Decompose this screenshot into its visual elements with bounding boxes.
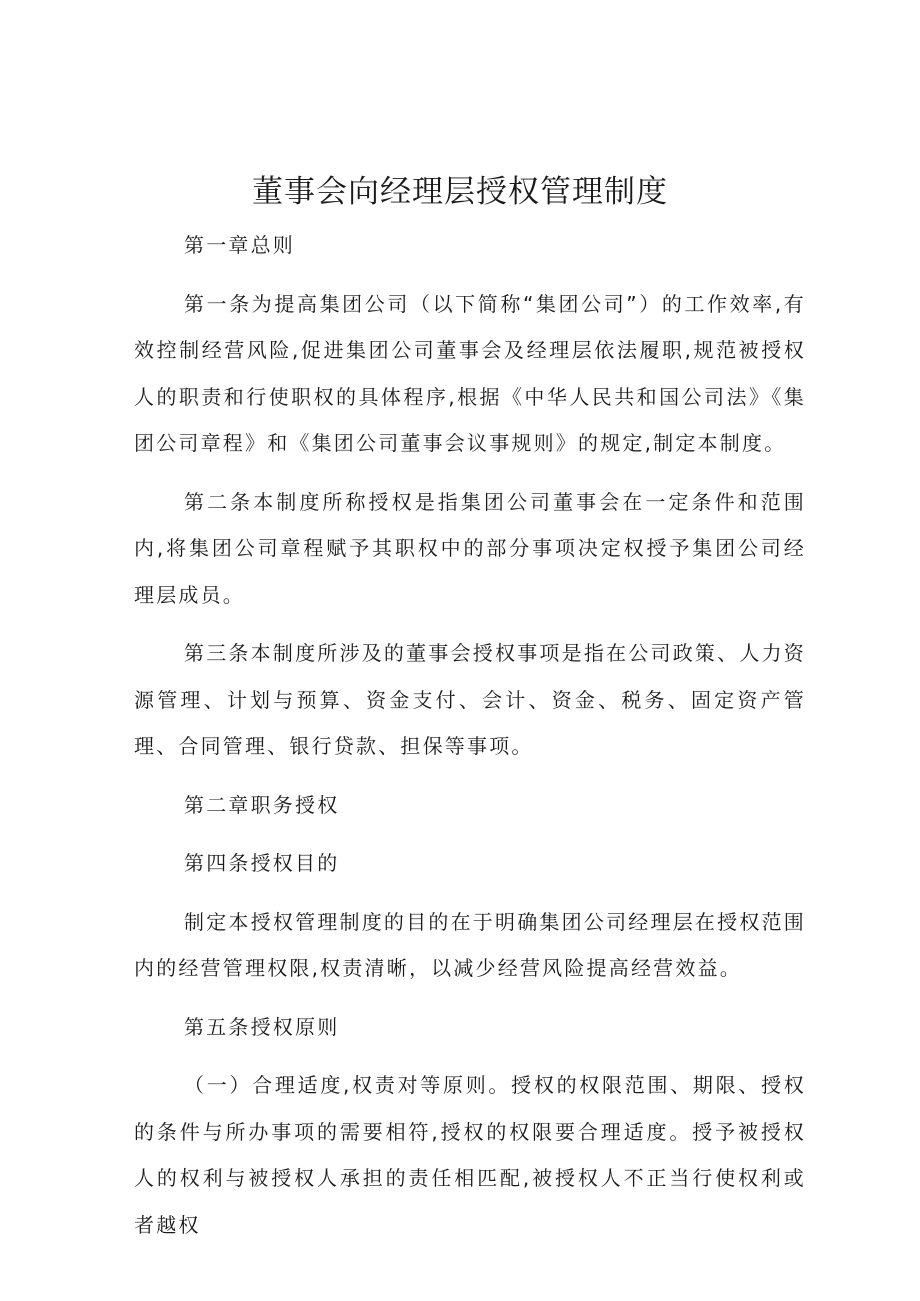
article-paragraph: 制定本授权管理制度的目的在于明确集团公司经理层在授权范围内的经营管理权限,权责清晰，以减少经营风险提高经营效益。 — [134, 909, 806, 980]
article-paragraph: 第三条本制度所涉及的董事会授权事项是指在公司政策、人力资源管理、计划与预算、资金支付、会计、资金、税务、固定资产管理、合同管理、银行贷款、担保等事项。 — [134, 641, 806, 758]
article-paragraph: （一）合理适度,权责对等原则。授权的权限范围、期限、授权的条件与所办事项的需要相符,授权的权限要合理适度。授予被授权人的权利与被授权人承担的责任相匹配,被授权人不正当行使权利或者越权 — [134, 1073, 806, 1237]
document-body — [134, 222, 806, 1248]
article-paragraph: 第一条为提高集团公司（以下简称“集团公司”）的工作效率,有效控制经营风险,促进集团公司董事会及经理层依法履职,规范被授权人的职责和行使职权的具体程序,根据《中华人民共和国公司法》《集团公司章程》和《集团公司董事会议事规则》的规定,制定本制度。 — [134, 291, 806, 455]
document-title: 董事会向经理层授权管理制度 — [252, 174, 668, 210]
article-heading: 第四条授权目的 — [184, 851, 340, 875]
article-paragraph: 第二条本制度所称授权是指集团公司董事会在一定条件和范围内,将集团公司章程赋予其职权中的部分事项决定权授予集团公司经理层成员。 — [134, 489, 806, 607]
chapter-heading: 第二章职务授权 — [184, 792, 340, 817]
article-heading: 第五条授权原则 — [184, 1014, 340, 1039]
chapter-heading: 第一章总则 — [184, 233, 295, 257]
